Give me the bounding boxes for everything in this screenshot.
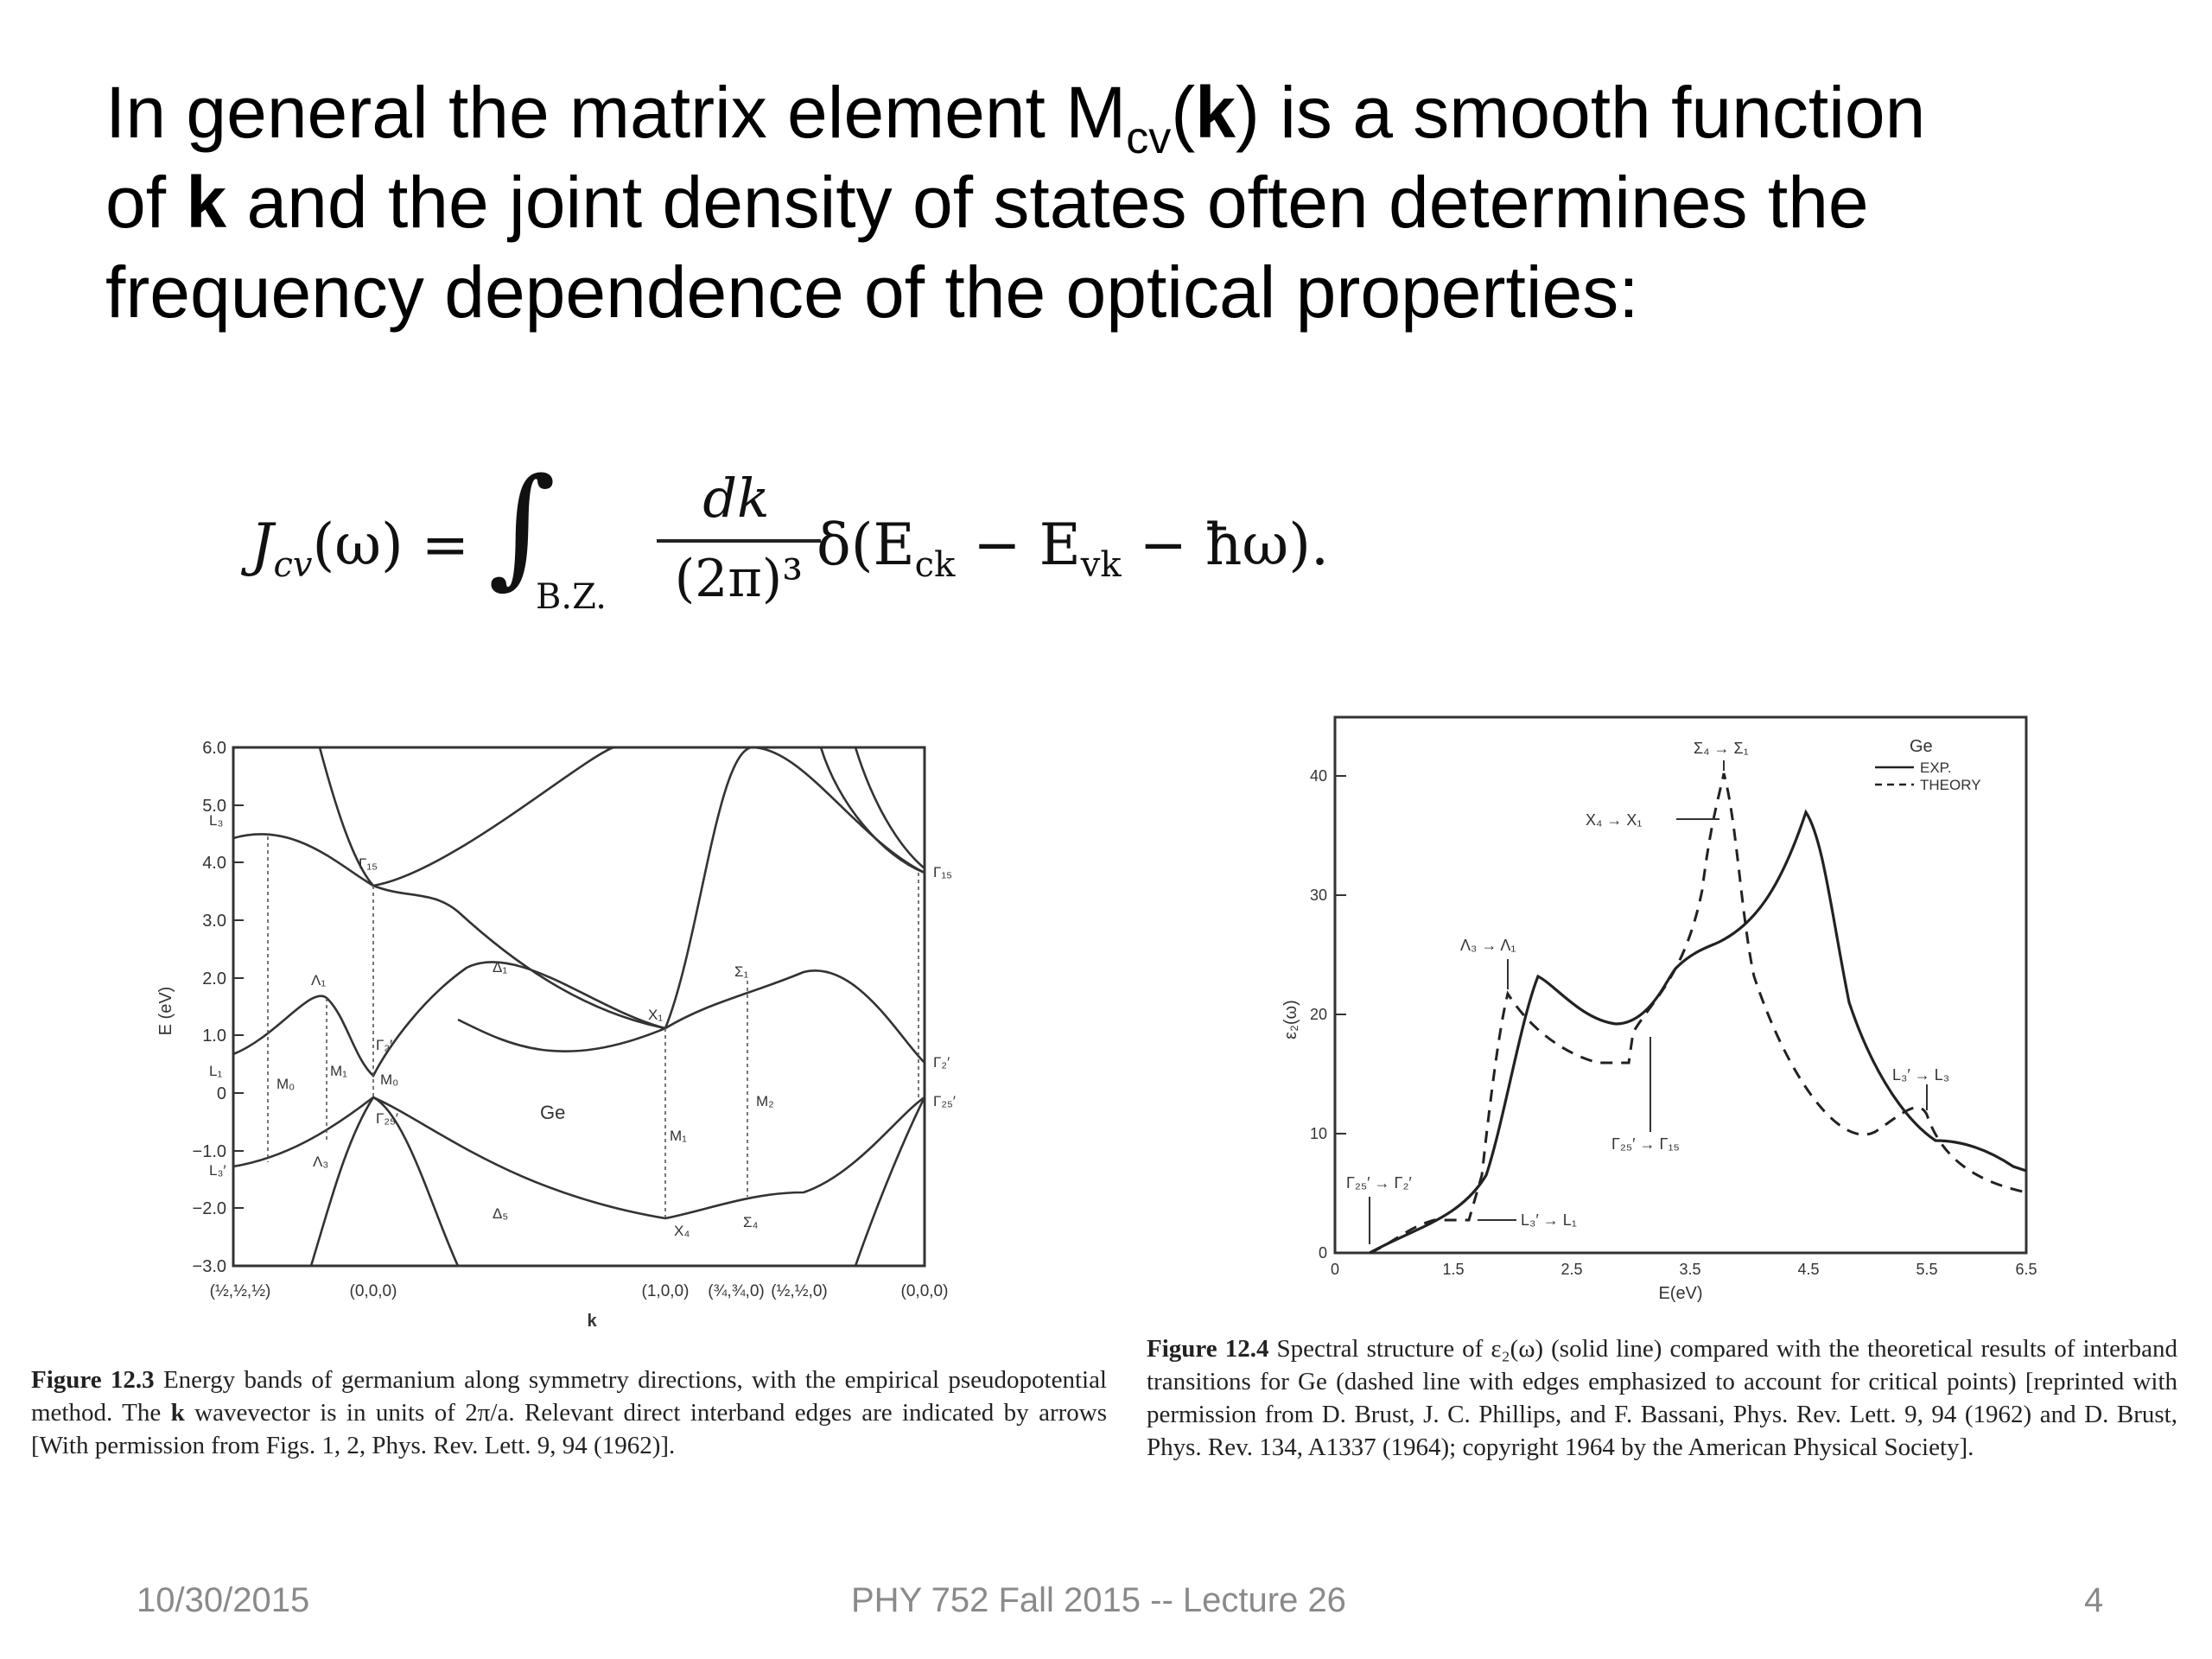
equation-rhs: $\delta(E_{ck} - E_{vk}$ − ħω). <box>817 512 1329 586</box>
band-plot-frame <box>233 747 925 1266</box>
eps-legend-exp: EXP. <box>1920 760 1952 776</box>
eps-annotations <box>1346 740 1949 1229</box>
band-label: L₃′ <box>209 1162 226 1179</box>
band-x-tick: (0,0,0) <box>900 1282 949 1300</box>
band-y-axis-label: E (eV) <box>156 986 175 1036</box>
eps-x-axis-label: E(eV) <box>1658 1284 1703 1303</box>
eps-x-tick: 2.5 <box>1560 1261 1583 1278</box>
eps-y-tick: 0 <box>1318 1244 1327 1262</box>
band-y-tick: −2.0 <box>192 1199 226 1218</box>
heading-line-3: frequency dependence of the optical properties: <box>105 251 1639 333</box>
eps-annotation: Γ₂₅′ → Γ₁₅ <box>1611 1135 1680 1153</box>
band-right-label: Γ₂₅′ <box>933 1093 956 1109</box>
eps-x-ticks <box>1331 1261 2037 1278</box>
band-label: M₁ <box>670 1128 687 1144</box>
band-curve <box>665 747 925 1028</box>
footer-page-number: 4 <box>2084 1581 2104 1619</box>
band-label: Δ₅ <box>493 1205 509 1222</box>
fraction-denominator: (2π)³ <box>674 549 804 609</box>
eps-y-ticks <box>1310 767 1327 1262</box>
band-y-tick: −1.0 <box>192 1142 226 1161</box>
band-label: X₁ <box>648 1007 664 1023</box>
joint-density-equation <box>251 451 1374 639</box>
eps-plot-frame <box>1335 717 2026 1253</box>
eps-annotation: L₃′ → L₁ <box>1521 1211 1577 1229</box>
band-label: M₀ <box>276 1076 296 1092</box>
band-material-label: Ge <box>540 1102 566 1123</box>
band-x-tick: (½,½,½) <box>209 1282 271 1300</box>
band-label: Λ₁ <box>311 972 327 988</box>
band-label: Σ₄ <box>743 1214 759 1230</box>
band-right-label: Γ₂′ <box>933 1054 950 1071</box>
band-label: Γ₂′ <box>376 1037 393 1053</box>
band-y-tick: 5.0 <box>202 797 226 816</box>
band-y-tick: 2.0 <box>202 969 226 988</box>
eps-y-axis-label: ε₂(ω) <box>1281 1000 1300 1039</box>
exp-curve <box>1370 812 2026 1253</box>
eps-x-tick: 0 <box>1330 1261 1340 1278</box>
fraction-numerator: dk <box>702 467 770 530</box>
eps-y-tick: 40 <box>1309 767 1327 785</box>
eps-annotation: L₃′ → L₃ <box>1892 1066 1950 1084</box>
eps-x-tick: 4.5 <box>1797 1261 1820 1278</box>
eps-x-tick: 3.5 <box>1679 1261 1701 1278</box>
eps-legend-title: Ge <box>1910 737 1933 756</box>
figure-12-3-caption: Figure 12.3 Energy bands of germanium along symmetry directions, with the empirical pseudopotential method. The k wavevector is in units of 2π/a. Relevant direct interband edges are indicated by arrows [With permission from Figs. 1, 2, Phys. Rev. Lett. 9, 94 (1962)]. <box>31 1366 1107 1459</box>
footer-date: 10/30/2015 <box>137 1581 310 1619</box>
band-y-tick: 3.0 <box>202 912 226 931</box>
band-label: Γ₁₅ <box>359 855 378 872</box>
integration-domain: B.Z. <box>536 577 607 617</box>
band-structure-figure <box>147 726 976 1331</box>
band-label: M₂ <box>756 1093 774 1109</box>
band-label: M₁ <box>330 1063 347 1079</box>
band-x-axis-label: k <box>587 1312 597 1331</box>
eps-annotation: Γ₂₅′ → Γ₂′ <box>1346 1174 1412 1192</box>
band-curve <box>855 1097 925 1266</box>
band-curve <box>458 1020 665 1052</box>
band-label: Γ₂₅′ <box>376 1110 398 1127</box>
eps-y-tick: 10 <box>1309 1125 1327 1142</box>
eps-annotation: Σ₄ → Σ₁ <box>1694 740 1749 757</box>
band-x-tick: (1,0,0) <box>641 1282 690 1300</box>
eps-x-tick: 5.5 <box>1916 1261 1938 1278</box>
band-y-tick: 0 <box>216 1084 226 1103</box>
equation-lhs: $J_{cv}(\omega)$ = <box>251 512 470 586</box>
band-y-tick: −3.0 <box>192 1257 226 1276</box>
band-label: Λ₃ <box>313 1154 329 1170</box>
band-y-tick: 6.0 <box>202 739 226 758</box>
band-y-tick: 4.0 <box>202 854 226 873</box>
eps-legend-theory: THEORY <box>1920 777 1981 793</box>
theory-curve <box>1370 773 2026 1253</box>
fraction-bar <box>657 539 821 543</box>
heading-line-1: In general the matrix element $M_{cv}(k)$ is a smooth function <box>105 72 1926 163</box>
eps-x-tick: 6.5 <box>2015 1261 2037 1278</box>
band-label: L₁ <box>209 1063 223 1079</box>
band-label: M₀ <box>380 1071 399 1088</box>
footer-course: PHY 752 Fall 2015 -- Lecture 26 <box>851 1581 1346 1619</box>
band-curve <box>233 962 925 1076</box>
band-curves <box>233 747 925 1266</box>
slide-heading <box>105 67 2145 337</box>
band-curve <box>233 1097 925 1218</box>
band-label: X₄ <box>674 1223 690 1239</box>
eps-legend <box>1875 737 1981 793</box>
epsilon2-figure <box>1270 691 2134 1313</box>
band-x-ticks <box>210 1282 949 1300</box>
eps-y-tick: 20 <box>1309 1006 1327 1023</box>
band-x-tick: (0,0,0) <box>349 1282 397 1300</box>
band-right-label: Γ₁₅ <box>933 864 952 880</box>
transition-arrows <box>268 836 918 1218</box>
band-x-tick: (½,½,0) <box>771 1282 828 1300</box>
band-label: L₃ <box>209 812 224 829</box>
band-label: Σ₁ <box>734 963 749 980</box>
eps-annotation: X₄ → X₁ <box>1586 811 1643 829</box>
band-symmetry-labels <box>209 812 956 1239</box>
band-y-tick: 1.0 <box>202 1027 226 1046</box>
band-curve <box>233 834 665 1028</box>
band-label: Δ₁ <box>493 959 508 976</box>
eps-annotation: Λ₃ → Λ₁ <box>1460 937 1516 954</box>
band-curve <box>373 747 613 886</box>
integral-sign: ∫ <box>488 451 556 601</box>
eps-x-tick: 1.5 <box>1442 1261 1465 1278</box>
eps-y-tick: 30 <box>1309 887 1327 904</box>
heading-line-2: of k and the joint density of states often determines the <box>105 162 1869 243</box>
band-x-tick: (¾,¾,0) <box>708 1282 765 1300</box>
figure-12-4-caption: Figure 12.4 Spectral structure of ε₂(ω) (solid line) compared with the theoretical results of interband transitions for Ge (dashed line with edges emphasized to account for critical points) [reprinted with permission from D. Brust, J. C. Phillips, and F. Bassani, Phys. Rev. Lett. 9, 94 (1962) and D. Brust, Phys. Rev. 134, A1337 (1964); copyright 1964 by the American Physical Society]. <box>1147 1335 2178 1461</box>
